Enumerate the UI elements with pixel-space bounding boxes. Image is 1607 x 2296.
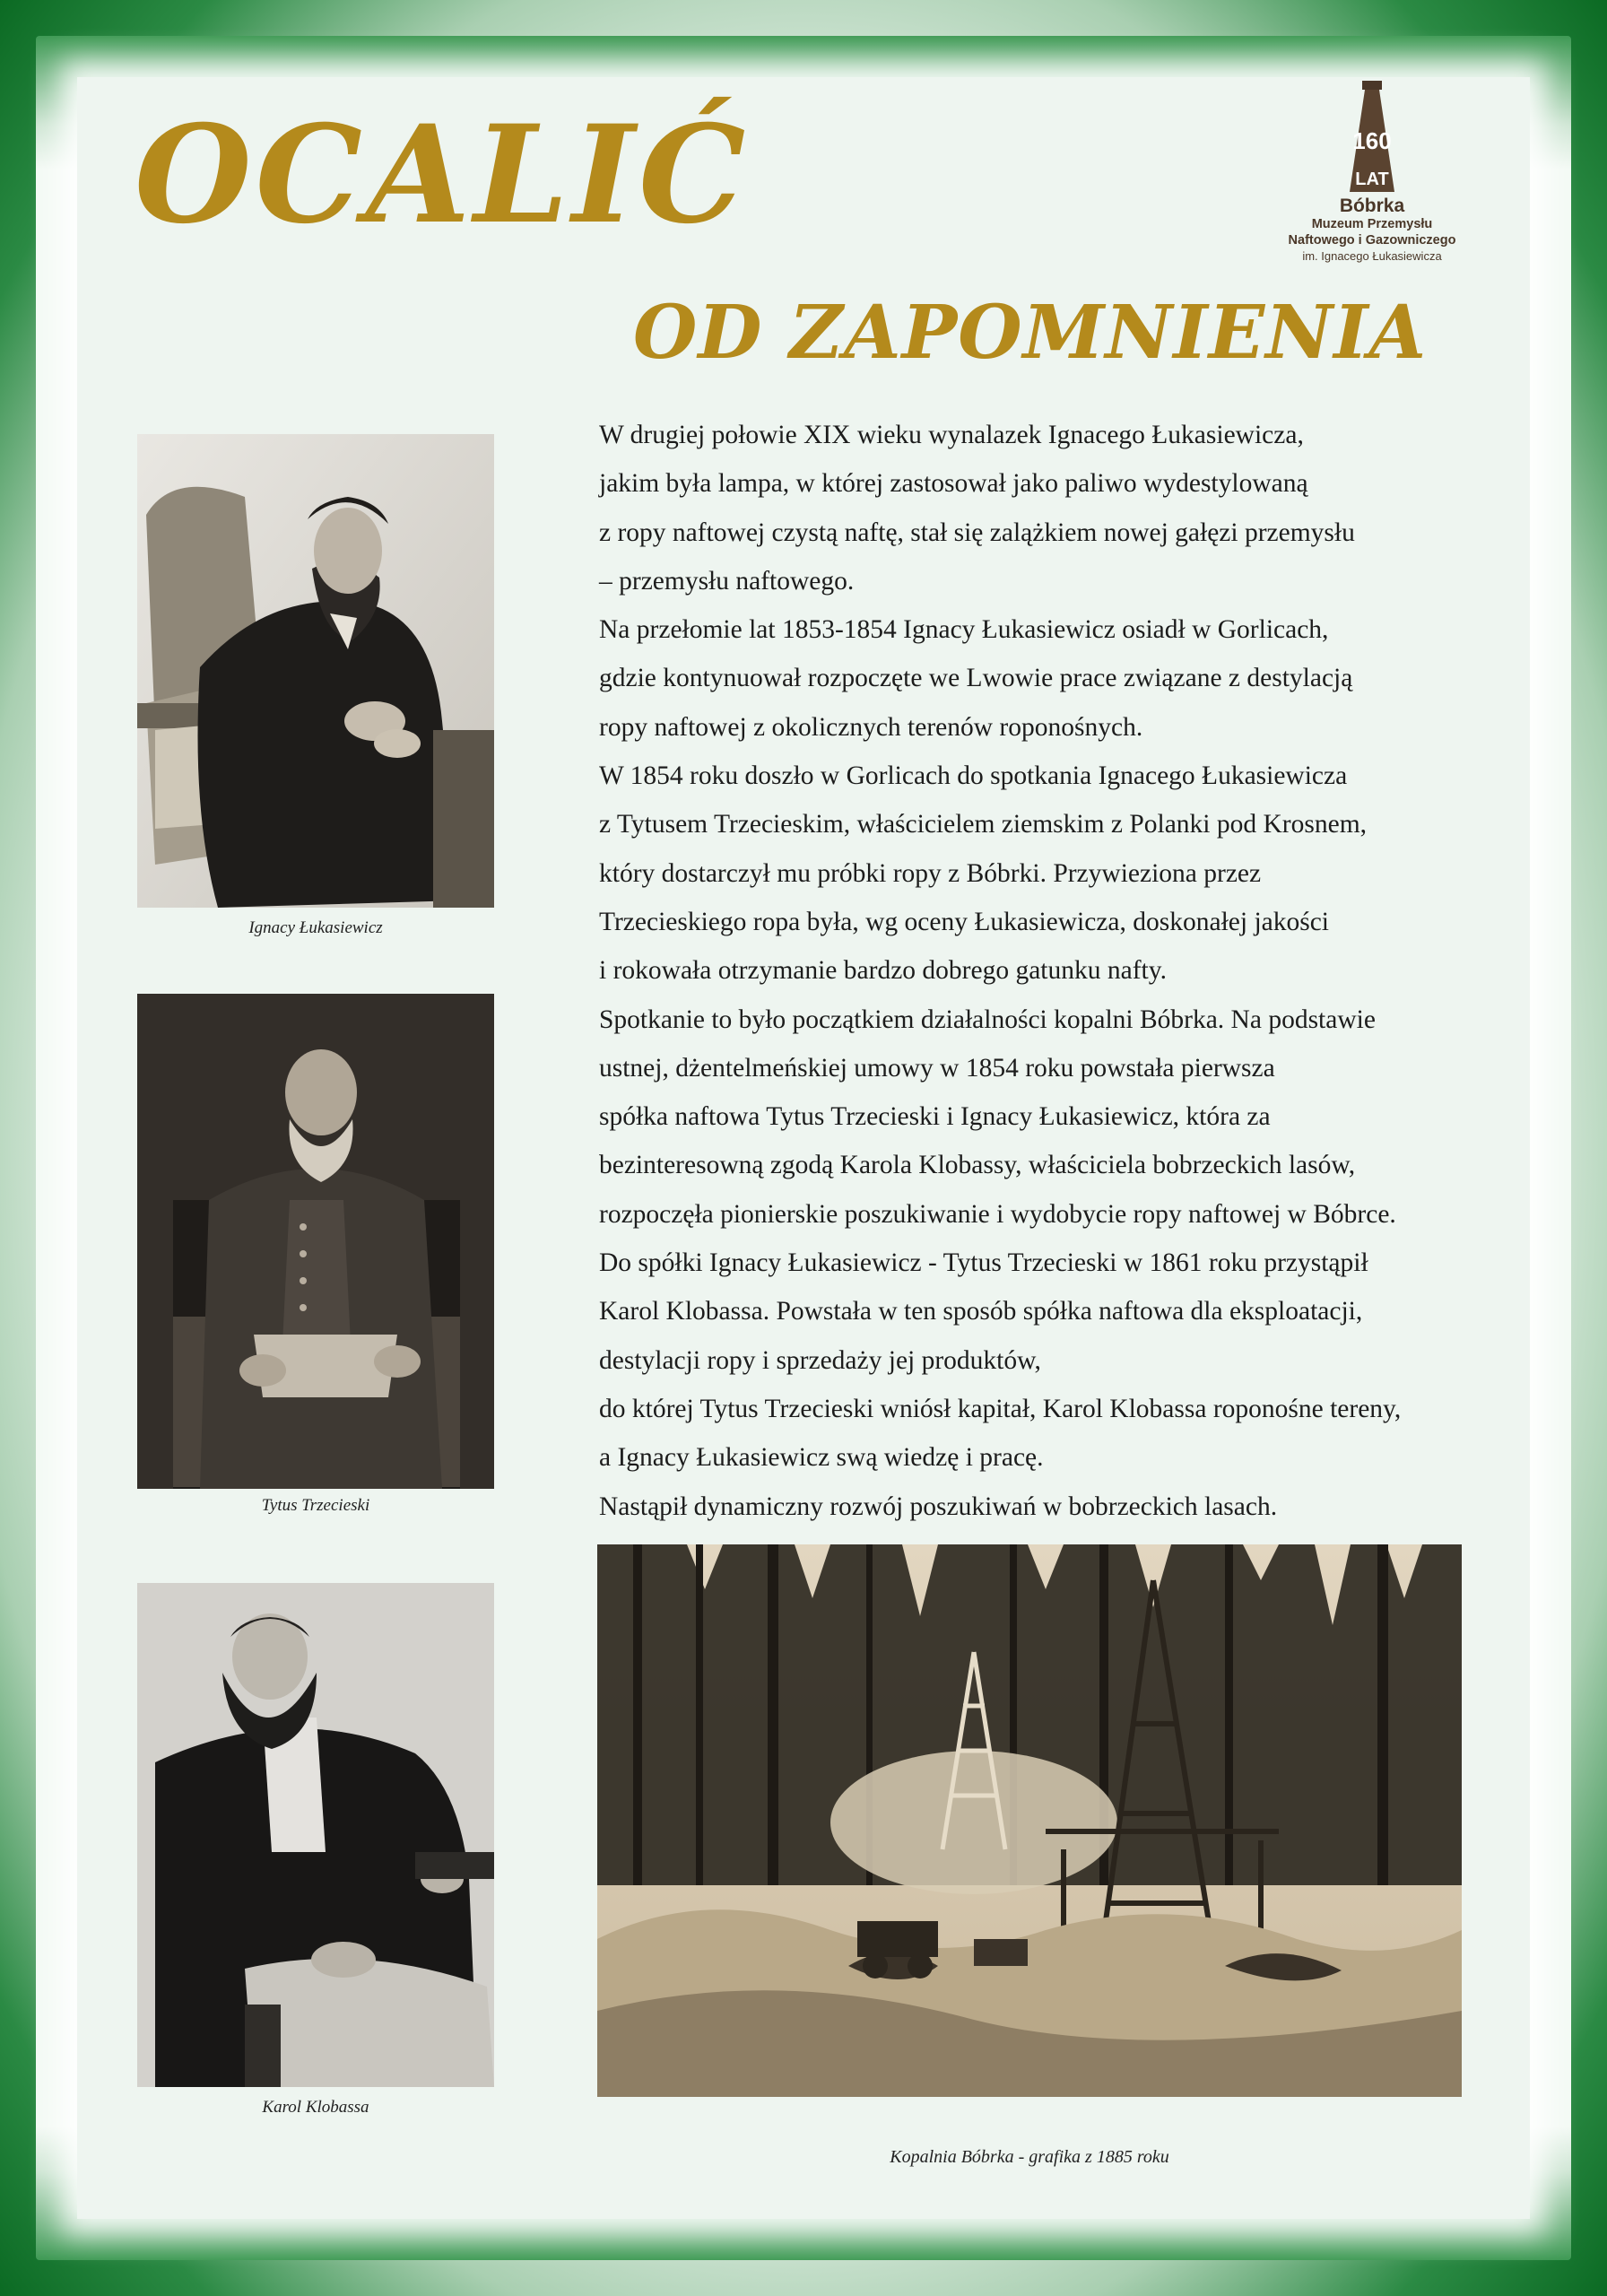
logo-line-3: im. Ignacego Łukasiewicza: [1302, 249, 1442, 264]
body-line: bezinteresowną zgodą Karola Klobassy, właściciela bobrzeckich lasów,: [599, 1151, 1356, 1180]
body-line: z ropy naftowej czystą naftę, stał się zalążkiem nowej gałęzi przemysłu: [599, 517, 1355, 547]
body-line: a Ignacy Łukasiewicz swą wiedzę i pracę.: [599, 1443, 1044, 1473]
body-line: i rokowała otrzymanie bardzo dobrego gatunku nafty.: [599, 956, 1167, 986]
derrick-160-lat-logo-icon: [1341, 81, 1403, 196]
portrait-klobassa: [137, 1583, 494, 2087]
caption-lukasiewicz: Ignacy Łukasiewicz: [248, 918, 383, 937]
body-line: Trzecieskiego ropa była, wg oceny Łukasiewicza, doskonałej jakości: [599, 907, 1330, 936]
body-line: Spotkanie to było początkiem działalności kopalni Bóbrka. Na podstawie: [599, 1004, 1376, 1034]
caption-trzecieski: Tytus Trzecieski: [261, 1496, 370, 1515]
logo-mark-letters: LAT: [1355, 170, 1389, 189]
article-body: [599, 411, 1523, 1531]
logo-line-2: Naftowego i Gazowniczego: [1288, 233, 1456, 248]
body-line: W drugiej połowie XIX wieku wynalazek Ignacego Łukasiewicza,: [599, 421, 1304, 449]
logo-name: Bóbrka: [1339, 196, 1405, 216]
body-line: do której Tytus Trzecieski wniósł kapitał, Karol Klobassa roponośne tereny,: [599, 1394, 1402, 1423]
body-line: jakim była lampa, w której zastosował jako paliwo wydestylowaną: [599, 469, 1308, 499]
portrait-lukasiewicz: [137, 434, 494, 908]
title-line-2: OD ZAPOMNIENIA: [633, 290, 1428, 376]
body-line: Do spółki Ignacy Łukasiewicz - Tytus Trzecieski w 1861 roku przystąpił: [599, 1248, 1368, 1278]
body-line: ustnej, dżentelmeńskiej umowy w 1854 roku powstała pierwsza: [599, 1053, 1275, 1083]
body-line: Na przełomie lat 1853-1854 Ignacy Łukasiewicz osiadł w Gorlicach,: [599, 615, 1329, 645]
title-line-1: OCALIĆ: [135, 96, 750, 254]
body-line: który dostarczył mu próbki ropy z Bóbrki. Przywieziona przez: [599, 858, 1262, 888]
body-line: ropy naftowej z okolicznych terenów roponośnych.: [599, 712, 1143, 742]
body-line: rozpoczęła pionierskie poszukiwanie i wydobycie ropy naftowej w Bóbrce.: [599, 1199, 1396, 1229]
body-line: spółka naftowa Tytus Trzecieski i Ignacy Łukasiewicz, która za: [599, 1102, 1271, 1132]
body-line: Karol Klobassa. Powstała w ten sposób spółka naftowa dla eksploatacji,: [599, 1297, 1363, 1326]
body-line: destylacji ropy i sprzedaży jej produktów,: [599, 1345, 1041, 1375]
logo-line-1: Muzeum Przemysłu: [1311, 217, 1433, 232]
caption-scene: Kopalnia Bóbrka - grafika z 1885 roku: [890, 2147, 1169, 2167]
body-line: – przemysłu naftowego.: [599, 566, 855, 596]
body-line: z Tytusem Trzecieskim, właścicielem ziemskim z Polanki pod Krosnem,: [599, 810, 1368, 839]
body-line: Nastąpił dynamiczny rozwój poszukiwań w bobrzeckich lasach.: [599, 1492, 1278, 1521]
scene-bobrka-mine: [597, 1544, 1462, 2097]
caption-klobassa: Karol Klobassa: [262, 2098, 369, 2117]
logo-numeral: 160: [1352, 127, 1392, 154]
body-line: W 1854 roku doszło w Gorlicach do spotkania Ignacego Łukasiewicza: [599, 761, 1348, 791]
body-line: gdzie kontynuował rozpoczęte we Lwowie prace związane z destylacją: [599, 664, 1353, 693]
museum-logo: [1264, 81, 1480, 278]
portrait-trzecieski: [137, 994, 494, 1489]
